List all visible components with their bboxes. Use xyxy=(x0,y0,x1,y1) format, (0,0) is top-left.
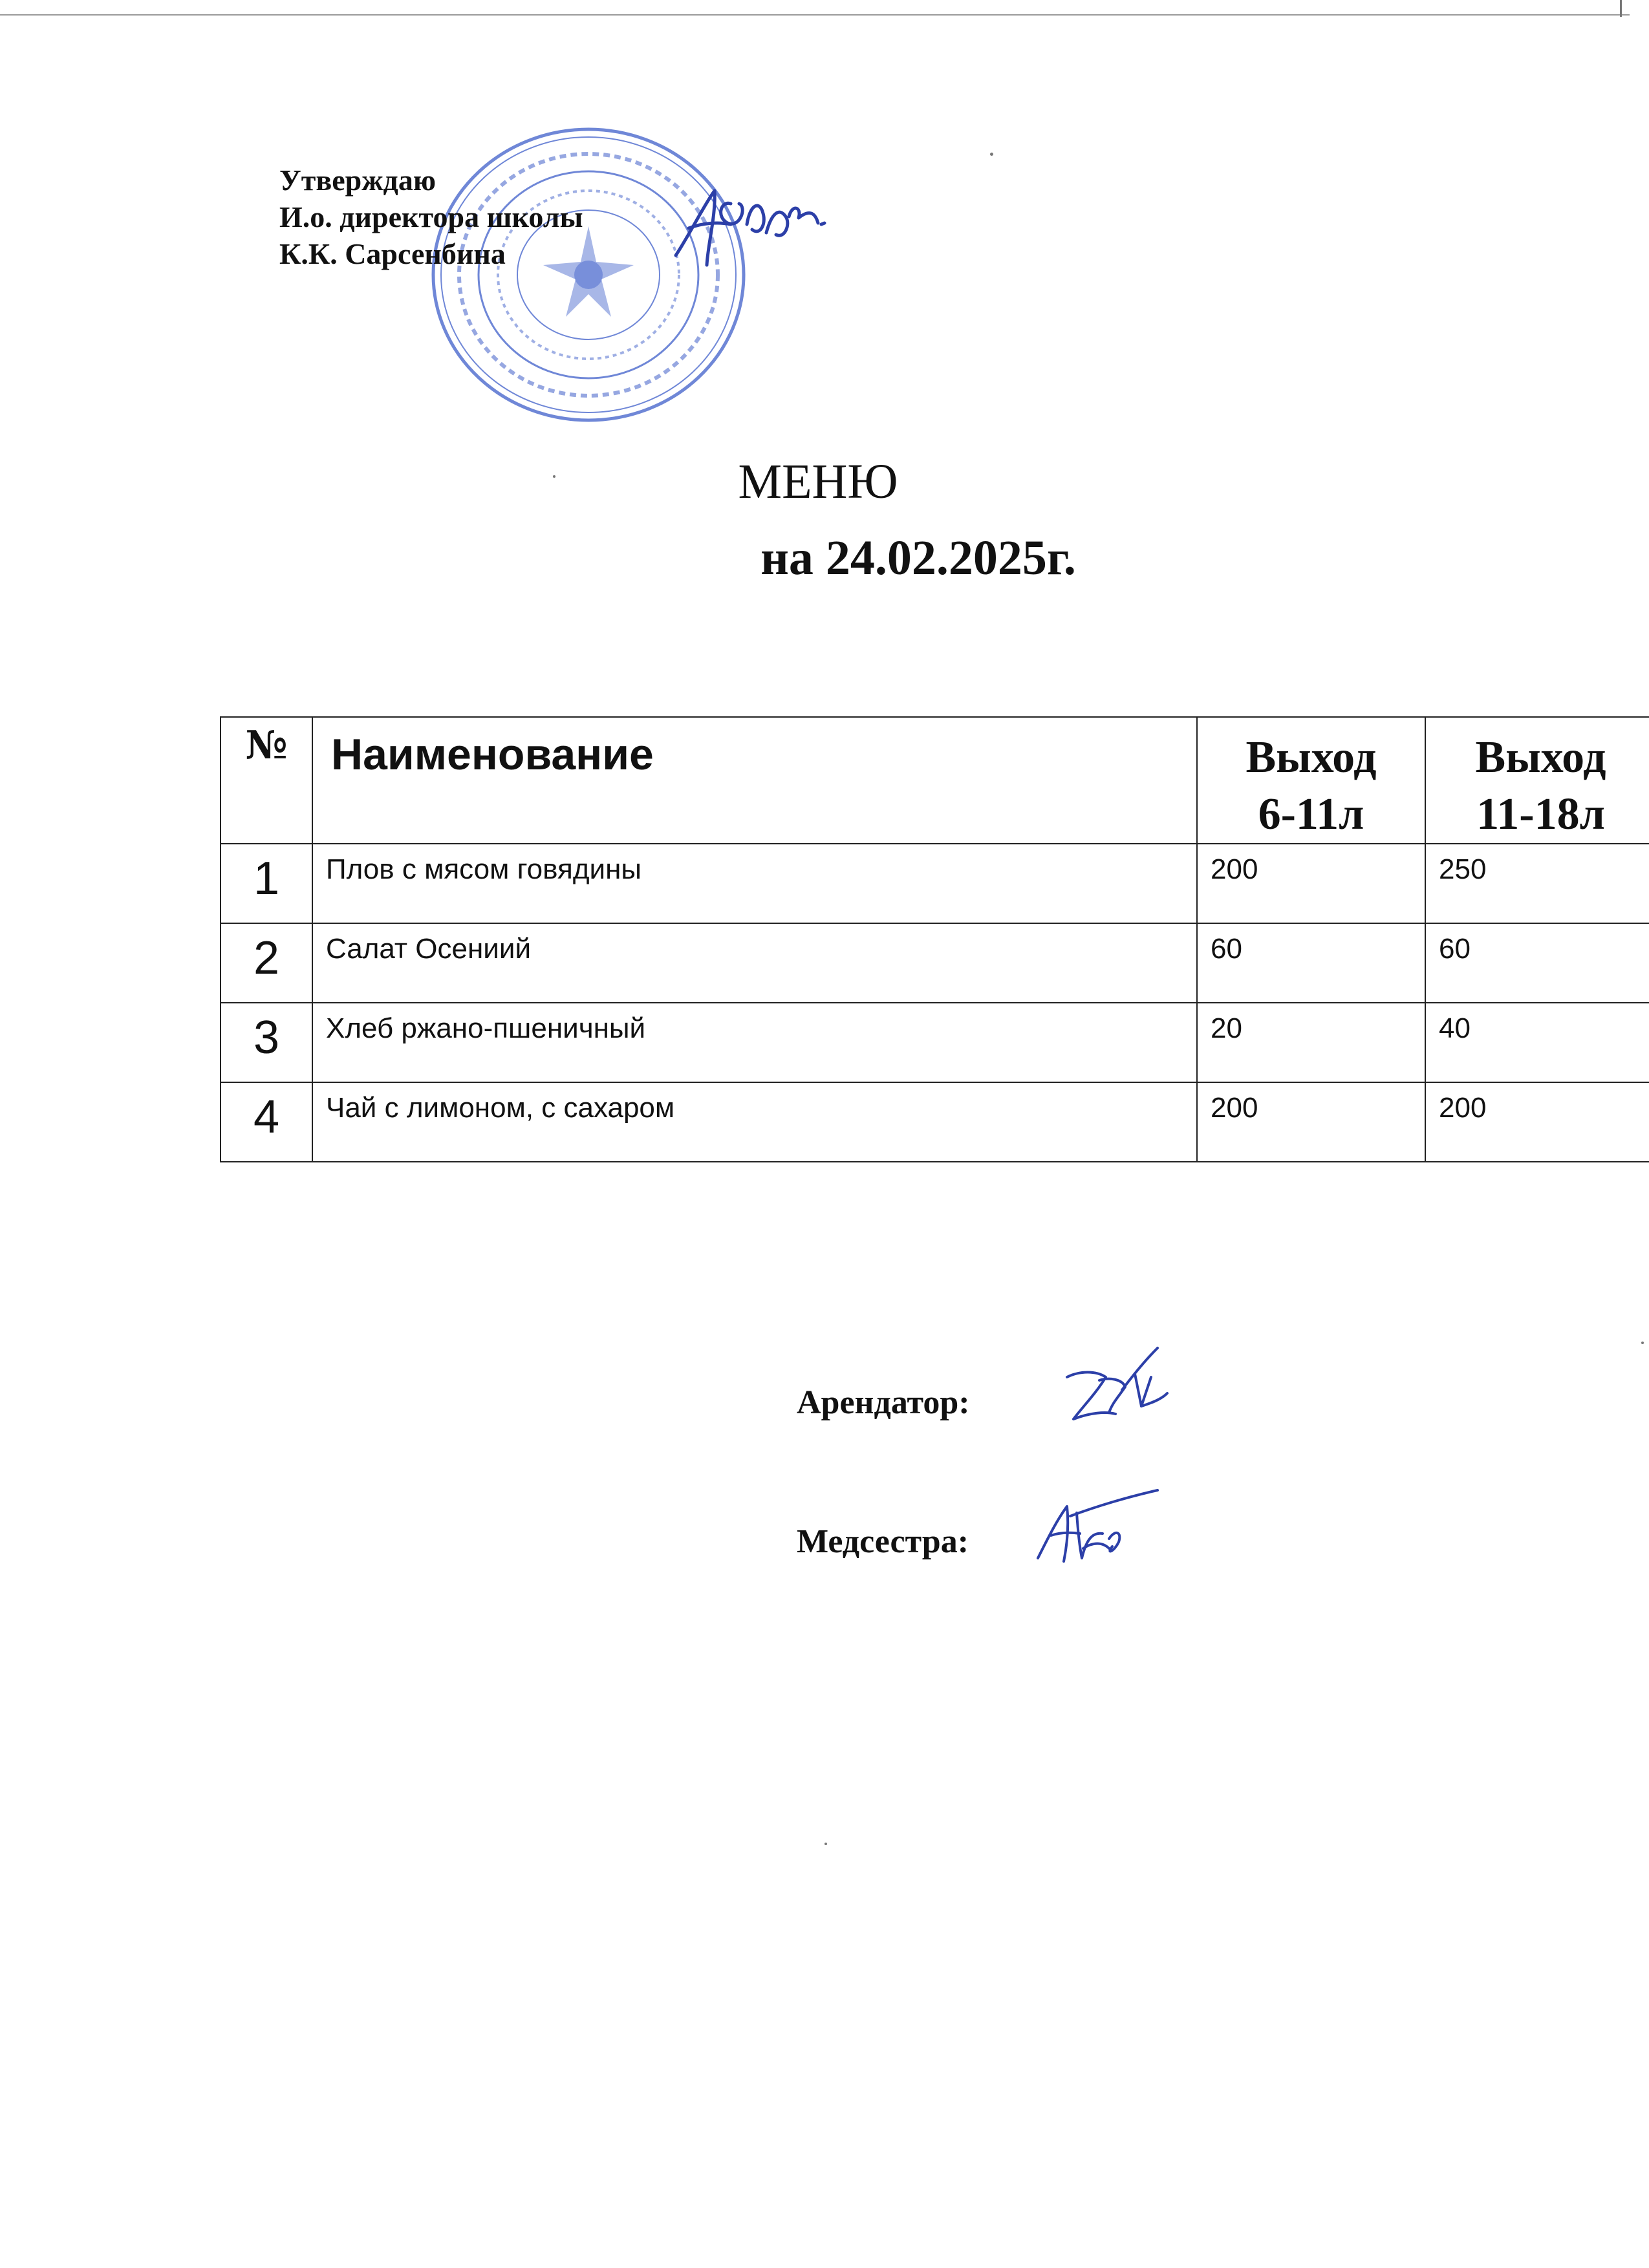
row-number: 3 xyxy=(221,1003,312,1082)
row-number: 1 xyxy=(221,844,312,923)
nurse-signature xyxy=(1031,1487,1161,1578)
header-output-11-18-line2: 11-18л xyxy=(1476,789,1605,839)
scan-border-line xyxy=(0,14,1630,16)
table-row xyxy=(221,1003,1649,1082)
table-row xyxy=(221,923,1649,1003)
header-name: Наименование xyxy=(312,717,1197,844)
approval-name: К.К. Сарсенбина xyxy=(279,237,506,270)
scan-border-mark xyxy=(1620,0,1622,17)
scan-speck xyxy=(553,475,555,478)
row-output-6-11: 20 xyxy=(1197,1003,1425,1082)
row-dish-name: Салат Осениий xyxy=(312,923,1197,1003)
header-output-6-11 xyxy=(1197,717,1425,844)
header-output-6-11-line2: 6-11л xyxy=(1258,789,1364,839)
row-dish-name: Чай с лимоном, с сахаром xyxy=(312,1082,1197,1162)
header-output-6-11-line1: Выход xyxy=(1245,733,1377,782)
row-number: 4 xyxy=(221,1082,312,1162)
row-output-6-11: 60 xyxy=(1197,923,1425,1003)
header-output-11-18-line1: Выход xyxy=(1475,733,1606,782)
scan-speck xyxy=(1641,1342,1644,1344)
approval-title: Утверждаю xyxy=(279,164,436,197)
row-output-11-18: 250 xyxy=(1425,844,1649,923)
table-header-row xyxy=(221,717,1649,844)
row-output-11-18: 60 xyxy=(1425,923,1649,1003)
row-number: 2 xyxy=(221,923,312,1003)
scan-speck xyxy=(824,1843,827,1845)
approval-block xyxy=(279,162,583,272)
menu-table xyxy=(220,716,1649,1162)
row-output-6-11: 200 xyxy=(1197,1082,1425,1162)
row-dish-name: Плов с мясом говядины xyxy=(312,844,1197,923)
tenant-signature xyxy=(1061,1342,1177,1439)
row-output-11-18: 200 xyxy=(1425,1082,1649,1162)
scan-speck xyxy=(990,153,993,156)
row-output-11-18: 40 xyxy=(1425,1003,1649,1082)
director-signature xyxy=(669,178,837,275)
tenant-label: Арендатор: xyxy=(797,1384,970,1421)
table-row xyxy=(221,844,1649,923)
row-output-6-11: 200 xyxy=(1197,844,1425,923)
document-date: на 24.02.2025г. xyxy=(760,531,1076,585)
row-dish-name: Хлеб ржано-пшеничный xyxy=(312,1003,1197,1082)
approval-position: И.о. директора школы xyxy=(279,200,583,233)
table-row xyxy=(221,1082,1649,1162)
header-number: № xyxy=(221,717,312,844)
nurse-label: Медсестра: xyxy=(797,1523,969,1560)
header-output-11-18 xyxy=(1425,717,1649,844)
document-title: МЕНЮ xyxy=(738,455,898,509)
